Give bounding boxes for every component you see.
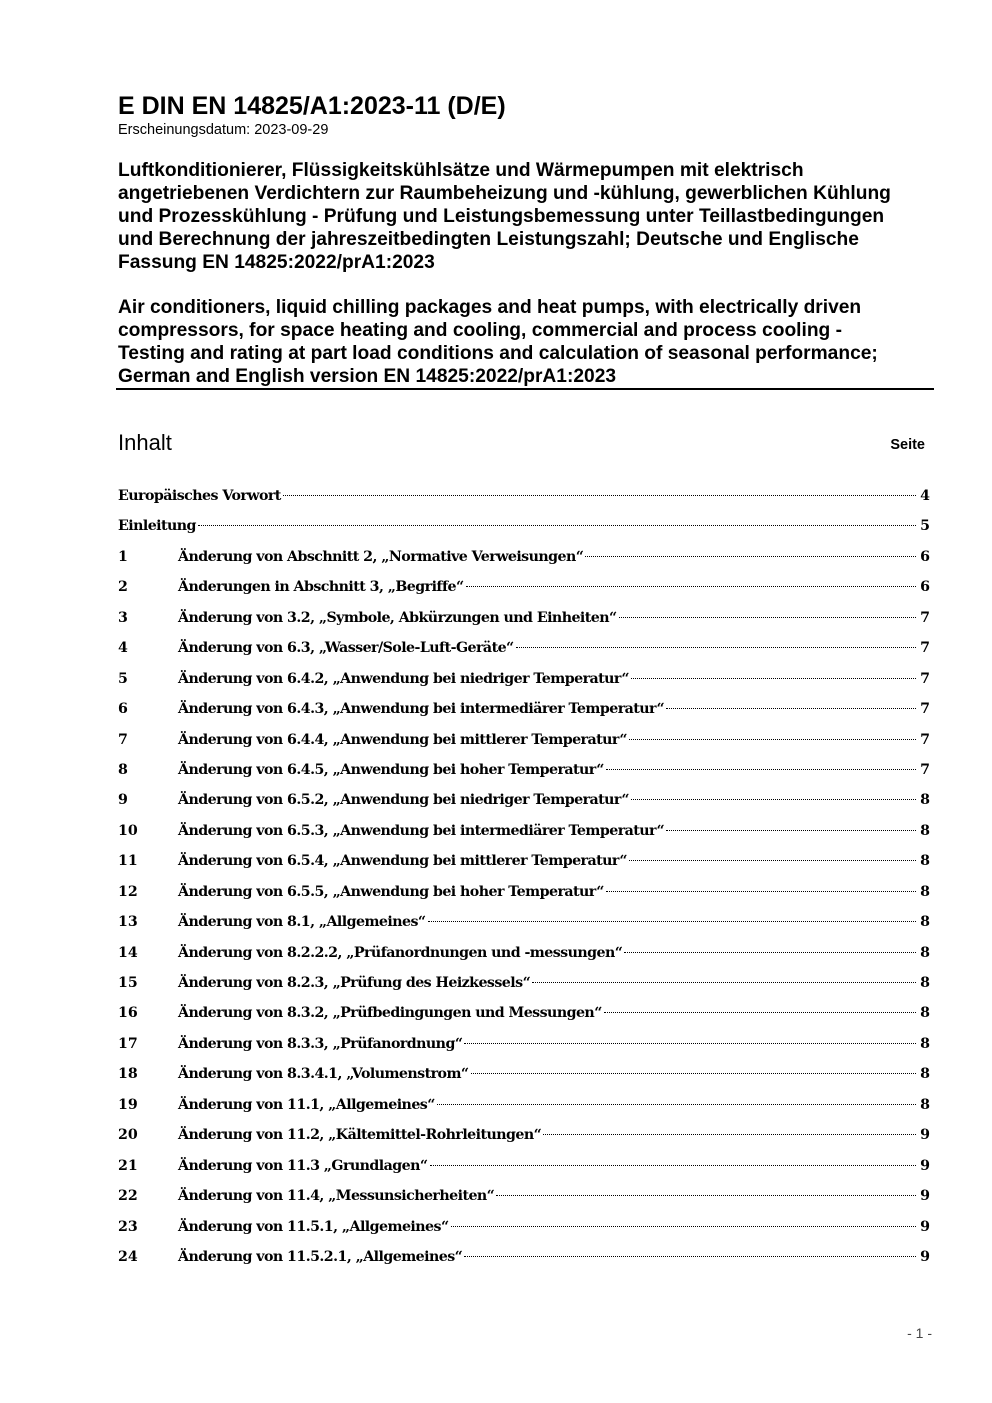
toc-dot-leader xyxy=(631,799,916,800)
toc-entry[interactable] xyxy=(118,1245,930,1275)
toc-dot-leader xyxy=(437,1104,916,1105)
title-english-line: Testing and rating at part load conditions and calculation of seasonal performance; xyxy=(118,343,878,364)
toc-entry-title: Änderung von 8.2.2.2, „Prüfanordnungen und -messungen“ xyxy=(178,944,623,961)
toc-entry[interactable] xyxy=(118,1093,930,1123)
toc-entry[interactable] xyxy=(118,545,930,575)
toc-entry[interactable] xyxy=(118,1215,930,1245)
toc-entry[interactable] xyxy=(118,575,930,605)
toc-dot-leader xyxy=(283,495,916,496)
toc-entry[interactable] xyxy=(118,971,930,1001)
toc-entry-page: 9 xyxy=(920,1218,930,1235)
toc-entry-page: 6 xyxy=(920,579,930,596)
toc-entry-page: 7 xyxy=(920,670,930,687)
toc-entry-page: 8 xyxy=(920,914,930,931)
toc-dot-leader xyxy=(631,678,916,679)
toc-entry-page: 8 xyxy=(920,1005,930,1022)
toc-dot-leader xyxy=(585,556,916,557)
toc-entry[interactable] xyxy=(118,636,930,666)
toc-dot-leader xyxy=(543,1134,916,1135)
toc-entry-number: 1 xyxy=(118,548,128,565)
toc-entry-number: 6 xyxy=(118,701,128,718)
toc-dot-leader xyxy=(532,982,916,983)
toc-entry-page: 6 xyxy=(920,548,930,565)
toc-entry-title: Änderung von 6.4.3, „Anwendung bei intermediärer Temperatur“ xyxy=(178,701,665,718)
toc-entry-page: 9 xyxy=(920,1127,930,1144)
title-german-line: angetriebenen Verdichtern zur Raumbeheizung und -kühlung, gewerblichen Kühlung xyxy=(118,183,891,204)
toc-entry-number: 8 xyxy=(118,761,128,778)
toc-entry[interactable] xyxy=(118,606,930,636)
toc-entry-number: 23 xyxy=(118,1218,138,1235)
toc-entry-title: Änderung von 11.2, „Kältemittel-Rohrleitungen“ xyxy=(178,1127,542,1144)
toc-entry-title: Änderung von 11.1, „Allgemeines“ xyxy=(178,1096,435,1113)
title-german-line: und Prozesskühlung - Prüfung und Leistungsbemessung unter Teillastbedingungen xyxy=(118,206,885,227)
toc-dot-leader xyxy=(464,1256,916,1257)
toc-entry-title: Änderung von 6.5.3, „Anwendung bei intermediärer Temperatur“ xyxy=(178,822,665,839)
document-id: E DIN EN 14825/A1:2023-11 (D/E) xyxy=(118,92,506,120)
page-number: - 1 - xyxy=(907,1325,932,1341)
toc-entry-title: Änderung von 8.3.3, „Prüfanordnung“ xyxy=(178,1035,463,1052)
toc-entry-title: Änderung von 11.3 „Grundlagen“ xyxy=(178,1157,428,1174)
toc-entry-number: 11 xyxy=(118,853,138,870)
toc-entry[interactable] xyxy=(118,1154,930,1184)
toc-entry-title: Änderung von 8.3.4.1, „Volumenstrom“ xyxy=(178,1066,469,1083)
toc-entry-number: 21 xyxy=(118,1157,138,1174)
toc-entry-title: Änderung von 11.5.2.1, „Allgemeines“ xyxy=(178,1248,463,1265)
title-german-line: und Berechnung der jahreszeitbedingten Leistungszahl; Deutsche und Englische xyxy=(118,229,859,250)
toc-entry-page: 8 xyxy=(920,792,930,809)
title-english-line: Air conditioners, liquid chilling packages and heat pumps, with electrically driven xyxy=(118,297,862,318)
toc-entry-page: 9 xyxy=(920,1188,930,1205)
toc-entry-number: 5 xyxy=(118,670,128,687)
toc-entry-page: 8 xyxy=(920,944,930,961)
toc-entry-title: Änderung von Abschnitt 2, „Normative Verweisungen“ xyxy=(178,548,584,565)
toc-entry-number: 15 xyxy=(118,975,138,991)
toc-entry-page: 8 xyxy=(920,1096,930,1113)
toc-entry-number: 16 xyxy=(118,1005,138,1022)
toc-entry[interactable] xyxy=(118,788,930,818)
toc-entry[interactable] xyxy=(118,697,930,727)
toc-dot-leader xyxy=(451,1226,916,1227)
toc-entry-number: 24 xyxy=(118,1248,138,1265)
toc-entry-number: 7 xyxy=(118,731,128,748)
toc-dot-leader xyxy=(496,1195,916,1196)
toc-entry-number: 9 xyxy=(118,792,128,809)
toc-dot-leader xyxy=(464,1043,916,1044)
toc-dot-leader xyxy=(619,617,916,618)
toc-entry[interactable] xyxy=(118,910,930,940)
toc-dot-leader xyxy=(629,739,916,740)
toc-entry-page: 8 xyxy=(920,1035,930,1052)
toc-entry-number: 18 xyxy=(118,1066,138,1083)
title-german-line: Luftkonditionierer, Flüssigkeitskühlsätze und Wärmepumpen mit elektrisch xyxy=(118,160,804,181)
toc-entry-page: 5 xyxy=(920,518,930,535)
toc-entry-title: Änderung von 6.5.2, „Anwendung bei niedriger Temperatur“ xyxy=(178,792,629,809)
title-english-line: German and English version EN 14825:2022/prA1:2023 xyxy=(118,366,617,387)
toc-entry-number: 4 xyxy=(118,640,128,657)
contents-heading: Inhalt xyxy=(118,430,172,455)
toc-entry-page: 4 xyxy=(920,488,930,504)
toc-entry-page: 8 xyxy=(920,853,930,870)
toc-entry-page: 7 xyxy=(920,731,930,748)
title-german-line: Fassung EN 14825:2022/prA1:2023 xyxy=(118,252,435,273)
toc-entry[interactable] xyxy=(118,1001,930,1031)
toc-entry[interactable] xyxy=(118,667,930,697)
toc-dot-leader xyxy=(471,1073,916,1074)
toc-entry-title: Änderung von 6.4.4, „Anwendung bei mittlerer Temperatur“ xyxy=(178,731,627,748)
toc-entry[interactable] xyxy=(118,484,930,514)
toc-entry-title: Änderung von 6.4.2, „Anwendung bei niedriger Temperatur“ xyxy=(178,670,629,687)
toc-entry-title: Einleitung xyxy=(118,518,196,535)
toc-entry-title: Änderung von 8.2.3, „Prüfung des Heizkessels“ xyxy=(178,975,531,991)
toc-entry-number: 14 xyxy=(118,944,138,961)
toc-dot-leader xyxy=(666,830,916,831)
title-english-line: compressors, for space heating and cooling, commercial and process cooling - xyxy=(118,320,842,341)
toc-entry-page: 7 xyxy=(920,609,930,626)
toc-entry-page: 7 xyxy=(920,701,930,718)
toc-entry[interactable] xyxy=(118,728,930,758)
toc-entry-page: 8 xyxy=(920,883,930,900)
toc-entry-number: 13 xyxy=(118,914,138,931)
toc-entry-title: Änderung von 11.4, „Messunsicherheiten“ xyxy=(178,1188,495,1205)
toc-dot-leader xyxy=(604,1012,916,1013)
toc-entry-number: 20 xyxy=(118,1127,138,1144)
title-german xyxy=(118,159,938,274)
toc-entry-title: Änderung von 6.5.4, „Anwendung bei mittlerer Temperatur“ xyxy=(178,853,627,870)
toc-entry-page: 8 xyxy=(920,975,930,991)
toc-entry-page: 8 xyxy=(920,822,930,839)
toc-entry-title: Änderung von 6.4.5, „Anwendung bei hoher Temperatur“ xyxy=(178,761,604,778)
title-divider xyxy=(116,388,934,390)
toc-entry[interactable] xyxy=(118,1032,930,1062)
toc-entry-title: Änderung von 3.2, „Symbole, Abkürzungen und Einheiten“ xyxy=(178,609,617,626)
toc-entry-title: Änderung von 8.3.2, „Prüfbedingungen und Messungen“ xyxy=(178,1005,602,1022)
toc-dot-leader xyxy=(516,647,916,648)
toc-entry-title: Änderung von 6.5.5, „Anwendung bei hoher Temperatur“ xyxy=(178,883,604,900)
toc-entry-page: 9 xyxy=(920,1248,930,1265)
toc-entry-page: 8 xyxy=(920,1066,930,1083)
toc-entry-title: Änderung von 11.5.1, „Allgemeines“ xyxy=(178,1218,449,1235)
toc-entry-title: Änderung von 8.1, „Allgemeines“ xyxy=(178,914,426,931)
toc-entry-number: 12 xyxy=(118,883,138,900)
toc-entry-number: 22 xyxy=(118,1188,138,1205)
toc-entry[interactable] xyxy=(118,880,930,910)
toc-entry[interactable] xyxy=(118,1184,930,1214)
toc-entry-title: Europäisches Vorwort xyxy=(118,488,281,504)
toc-dot-leader xyxy=(430,1165,917,1166)
toc-entry[interactable] xyxy=(118,1062,930,1092)
toc-entry[interactable] xyxy=(118,849,930,879)
table-of-contents xyxy=(118,484,930,1275)
toc-entry[interactable] xyxy=(118,514,930,544)
toc-entry-number: 17 xyxy=(118,1035,138,1052)
toc-entry-page: 9 xyxy=(920,1157,930,1174)
toc-dot-leader xyxy=(666,708,916,709)
toc-entry-title: Änderungen in Abschnitt 3, „Begriffe“ xyxy=(178,579,464,596)
publication-date: Erscheinungsdatum: 2023-09-29 xyxy=(118,122,329,138)
toc-entry-number: 19 xyxy=(118,1096,138,1113)
toc-entry-number: 2 xyxy=(118,579,128,596)
toc-dot-leader xyxy=(606,769,916,770)
toc-entry-page: 7 xyxy=(920,761,930,778)
toc-dot-leader xyxy=(606,891,916,892)
toc-entry-number: 10 xyxy=(118,822,138,839)
toc-dot-leader xyxy=(629,860,916,861)
toc-dot-leader xyxy=(428,921,916,922)
title-english xyxy=(118,296,938,388)
toc-entry-page: 7 xyxy=(920,640,930,657)
toc-dot-leader xyxy=(466,586,916,587)
toc-dot-leader xyxy=(198,525,916,526)
toc-dot-leader xyxy=(624,952,916,953)
toc-entry[interactable] xyxy=(118,1123,930,1153)
toc-entry[interactable] xyxy=(118,758,930,788)
toc-entry[interactable] xyxy=(118,941,930,971)
toc-entry[interactable] xyxy=(118,819,930,849)
page-column-label: Seite xyxy=(890,437,925,453)
toc-entry-number: 3 xyxy=(118,609,128,626)
toc-entry-title: Änderung von 6.3, „Wasser/Sole-Luft-Geräte“ xyxy=(178,640,514,657)
